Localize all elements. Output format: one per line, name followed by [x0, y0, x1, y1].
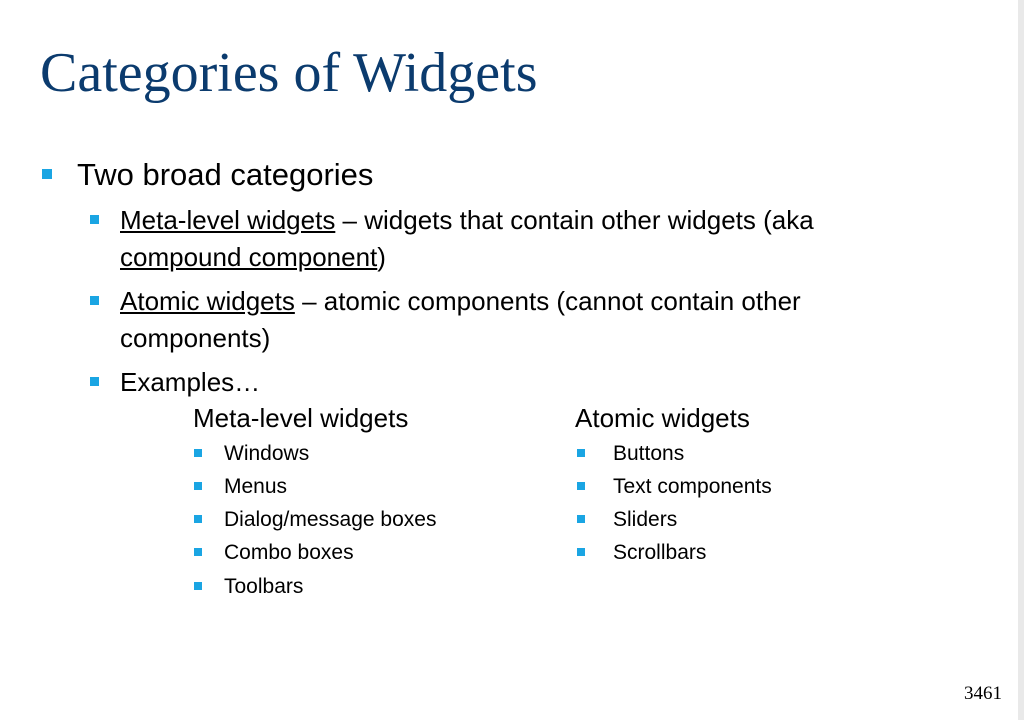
bullet-meta-level-widgets [90, 202, 930, 276]
list-item-label: Combo boxes [224, 541, 354, 564]
term-meta-level-widgets: Meta-level widgets [120, 205, 336, 235]
square-bullet-icon [194, 515, 202, 523]
square-bullet-icon [577, 548, 585, 556]
list-item-label: Toolbars [224, 575, 304, 598]
definition-text: – widgets that contain other widgets (aka [335, 205, 814, 235]
list-item-label: Text components [613, 475, 772, 498]
square-bullet-icon [577, 482, 585, 490]
square-bullet-icon [42, 169, 52, 179]
square-bullet-icon [577, 449, 585, 457]
column-heading-meta-level: Meta-level widgets [193, 403, 409, 433]
term-compound-component: compound component [120, 242, 378, 272]
list-item-label: Dialog/message boxes [224, 508, 437, 531]
bullet-body: Examples… [120, 367, 261, 397]
list-item-label: Scrollbars [613, 541, 707, 564]
slide-right-edge [1018, 0, 1024, 720]
square-bullet-icon [194, 582, 202, 590]
square-bullet-icon [577, 515, 585, 523]
slide-title: Categories of Widgets [40, 42, 538, 104]
term-atomic-widgets: Atomic widgets [120, 286, 295, 316]
list-item-label: Windows [224, 442, 310, 465]
list-item-label: Menus [224, 475, 288, 498]
bullet-body [120, 283, 930, 357]
list-item-label: Sliders [613, 508, 678, 531]
square-bullet-icon [194, 548, 202, 556]
page-number: 3461 [964, 683, 1002, 704]
square-bullet-icon [194, 482, 202, 490]
square-bullet-icon [194, 449, 202, 457]
closing-paren: ) [377, 242, 386, 272]
list-item-label: Buttons [613, 442, 685, 465]
bullet-atomic-widgets [90, 283, 930, 357]
bullet-examples [90, 364, 930, 401]
bullet-text: Two broad categories [77, 157, 374, 192]
square-bullet-icon [90, 377, 99, 386]
column-heading-atomic: Atomic widgets [575, 403, 750, 433]
bullet-body [120, 202, 930, 276]
definition-text: – atomic components (cannot contain other components) [120, 286, 801, 353]
square-bullet-icon [90, 296, 99, 305]
square-bullet-icon [90, 215, 99, 224]
